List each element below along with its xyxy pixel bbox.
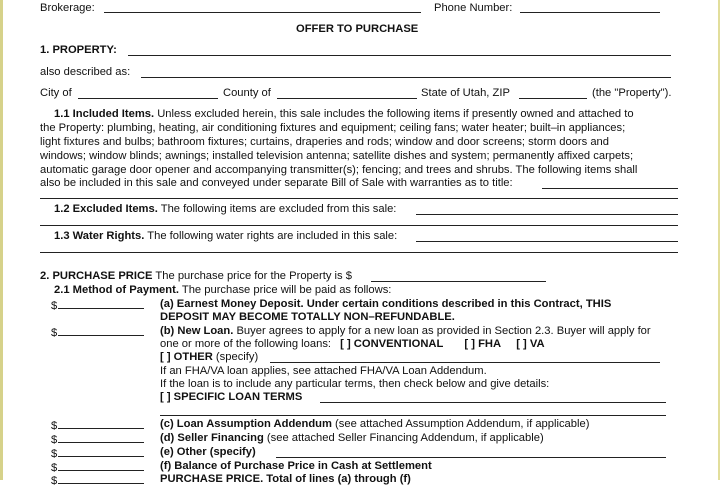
also-described-field[interactable]	[141, 77, 671, 78]
included-line-4: windows; window blinds; awnings; installed television antenna; satellite dishes and system; permanently affixed carpets;	[40, 150, 634, 162]
loan-types-line	[160, 338, 545, 351]
zip-field[interactable]	[519, 98, 587, 99]
specific-terms-checkbox[interactable]: [ ] SPECIFIC LOAN TERMS	[160, 391, 303, 403]
excluded-field-2[interactable]	[40, 225, 678, 226]
water-field[interactable]	[416, 241, 678, 242]
amount-a[interactable]	[51, 298, 144, 313]
property-field[interactable]	[128, 55, 671, 56]
price-text: The purchase price for the Property is $	[152, 270, 352, 282]
loan-terms-note: If the loan is to include any particular terms, then check below and give details:	[160, 378, 550, 390]
purchase-price-field[interactable]	[371, 281, 546, 282]
dollar-sign: $	[51, 327, 58, 339]
amount-d-field[interactable]	[58, 432, 144, 443]
water-field-2[interactable]	[40, 252, 678, 253]
brokerage-field[interactable]	[104, 12, 421, 13]
county-label: County of	[223, 87, 271, 99]
price-line	[40, 270, 352, 283]
fha-va-note: If an FHA/VA loan applies, see attached FHA/VA Loan Addendum.	[160, 365, 487, 377]
dollar-sign: $	[51, 462, 58, 474]
method-text: The purchase price will be paid as follows:	[178, 284, 392, 296]
new-loan-text: Buyer agrees to apply for a new loan as provided in Section 2.3. Buyer will apply for	[233, 325, 651, 337]
amount-b-field[interactable]	[58, 325, 144, 336]
included-line-2: the Property: plumbing, heating, air conditioning fixtures and equipment; ceiling fans; water heater; built–in appliances;	[40, 122, 626, 134]
seller-financing-heading: (d) Seller Financing	[160, 432, 264, 444]
dollar-sign: $	[51, 300, 58, 312]
total-heading: PURCHASE PRICE. Total of lines (a) through (f)	[160, 473, 411, 485]
amount-c-field[interactable]	[58, 418, 144, 429]
assumption-line	[160, 418, 589, 431]
water-heading: 1.3 Water Rights.	[54, 230, 145, 242]
assumption-heading: (c) Loan Assumption Addendum	[160, 418, 332, 430]
city-field[interactable]	[78, 98, 218, 99]
excluded-line	[54, 203, 396, 216]
dollar-sign: $	[51, 448, 58, 460]
brokerage-label: Brokerage:	[40, 2, 95, 14]
earnest-money-line-2: DEPOSIT MAY BECOME TOTALLY NON–REFUNDABLE.	[160, 311, 455, 323]
conventional-checkbox[interactable]: [ ] CONVENTIONAL	[340, 338, 444, 350]
loan-types-text: one or more of the following loans:	[160, 338, 332, 350]
state-zip-label: State of Utah, ZIP	[421, 87, 510, 99]
phone-label: Phone Number:	[434, 2, 513, 14]
earnest-money-line-1: (a) Earnest Money Deposit. Under certain conditions described in this Contract, THIS	[160, 298, 612, 310]
other-loan-checkbox[interactable]: [ ] OTHER	[160, 351, 213, 363]
phone-field[interactable]	[520, 12, 660, 13]
included-text-1: Unless excluded herein, this sale includes the following items if presently owned and attached to	[154, 108, 634, 120]
new-loan-line	[160, 325, 651, 338]
dollar-sign: $	[51, 475, 58, 487]
included-heading: 1.1 Included Items.	[54, 108, 155, 120]
amount-e[interactable]	[51, 446, 144, 461]
amount-a-field[interactable]	[58, 298, 144, 309]
water-text: The following water rights are included in this sale:	[144, 230, 398, 242]
specific-terms-field-2[interactable]	[160, 415, 666, 416]
excluded-field[interactable]	[416, 214, 678, 215]
dollar-sign: $	[51, 434, 58, 446]
property-heading: 1. PROPERTY:	[40, 44, 117, 56]
the-property-label: (the "Property").	[592, 87, 672, 99]
included-items-field-2[interactable]	[40, 198, 678, 199]
included-items-field[interactable]	[542, 188, 678, 189]
method-line	[54, 284, 391, 297]
other-loan-specify: (specify)	[212, 351, 259, 363]
amount-c[interactable]	[51, 418, 144, 433]
amount-total-field[interactable]	[58, 473, 144, 484]
included-line-1	[54, 108, 634, 121]
specific-terms-field[interactable]	[320, 402, 666, 403]
amount-d[interactable]	[51, 432, 144, 447]
included-line-5: automatic garage door opener and accompanying transmitter(s); fencing; and trees and shrubs. The following items shall	[40, 164, 638, 176]
excluded-text: The following items are excluded from this sale:	[157, 203, 397, 215]
amount-total[interactable]	[51, 473, 144, 488]
va-checkbox[interactable]: [ ] VA	[516, 338, 545, 350]
included-line-6: also be included in this sale and conveyed under separate Bill of Sale with warranties as to title:	[40, 177, 513, 189]
seller-financing-text: (see attached Seller Financing Addendum, if applicable)	[263, 432, 544, 444]
also-described-label: also described as:	[40, 66, 131, 78]
county-field[interactable]	[277, 98, 417, 99]
included-line-3: light fixtures and bulbs; bathroom fixtures; curtains, draperies and rods; window and door screens; storm doors and	[40, 136, 609, 148]
amount-f-field[interactable]	[58, 460, 144, 471]
balance-heading: (f) Balance of Purchase Price in Cash at Settlement	[160, 460, 432, 472]
fha-checkbox[interactable]: [ ] FHA	[464, 338, 502, 350]
other-specify-heading: (e) Other (specify)	[160, 446, 256, 458]
dollar-sign: $	[51, 420, 58, 432]
other-specify-field[interactable]	[276, 457, 666, 458]
other-loan-field[interactable]	[270, 362, 660, 363]
amount-b[interactable]	[51, 325, 144, 340]
city-label: City of	[40, 87, 72, 99]
water-line	[54, 230, 397, 243]
seller-financing-line	[160, 432, 544, 445]
other-loan-line	[160, 351, 258, 364]
method-heading: 2.1 Method of Payment.	[54, 284, 179, 296]
excluded-heading: 1.2 Excluded Items.	[54, 203, 158, 215]
assumption-text: (see attached Assumption Addendum, if applicable)	[331, 418, 590, 430]
price-heading: 2. PURCHASE PRICE	[40, 270, 153, 282]
amount-e-field[interactable]	[58, 446, 144, 457]
page-title: OFFER TO PURCHASE	[296, 23, 419, 35]
new-loan-heading: (b) New Loan.	[160, 325, 234, 337]
page-edge-left	[0, 0, 3, 480]
